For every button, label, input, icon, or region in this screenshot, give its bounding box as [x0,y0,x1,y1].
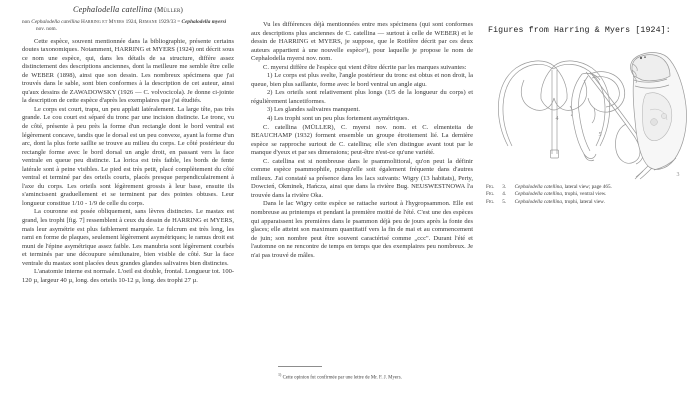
caption-5-desc: , trophi, lateral view. [562,198,605,205]
left-text-column [22,0,234,285]
figure-caption-5 [486,199,698,206]
footnote [278,372,474,382]
caption-5-number: 5. [502,198,507,205]
figure-3-habitus-lateral [631,53,687,179]
middle-numbered-item-4: 4) Les trophi sont un peu plus fortement asymétriques. [267,115,410,123]
middle-numbered-item-2: 2) Les orteils sont relativement plus longs (1/5 de la longueur du corps) et régulièrement lancetiformes. [251,89,473,105]
left-paragraph-2: Le corps est court, trapu, un peu applati latéralement. La large tête, pas très grande. Le cou court est séparé du tronc par une incision distincte. Le tronc, vu de côté, présente à peu près la forme d'un rectangle dont le bord ventral est légèrement concave, tandis que le dorsal est un peu convexe, ayant la forme d'un arc, dont la plus forte saillie se trouve au milieu du corps. Le côté postérieur du rectangle forme avec le bord dorsal un angle droit, en passant vers la face ventrale en queue peu distincte. La lorica est très faible, les bords de fente latérale sont à peine visibles. Le pied est très petit, placé complètement du côté ventral et terminé par des orteils courts, placés presque perpendiculairement à l'axe du corps. Les orteils sont légèrement grossis à leur base, ensuite ils s'amincissent graduellement et se terminent par des pointes obtuses. Leur longueur constitue 1/10 - 1/9 de celle du corps. [22,105,234,207]
left-paragraph-3: La couronne est posée obliquement, sans lèvres distinctes. Le mastax est grand, les trophi [fig. 7] ressemblent à ceux du dessin de HARRING et MYERS, mais leur asymétrie est plus faiblement marquée. Le fulcrum est très long, les rami en forme de plaques, seulement légèrement asymétriques; le ramus droit est muni de l'épine asymétrique assez faible. Les manubria sont légèrement courbés et terminés par une découpure sémilunaire, bien visible de côté. Sur la face ventrale du mastax sont placées deux grandes glandes salivaires bien distinctes. [22,208,234,267]
rotifer-illustrations-svg [478,50,700,180]
footnote-marker: 1) [278,372,282,377]
figure-plate [478,50,700,180]
middle-paragraph-3: C. catellina (MÜLLER), C. myersi nov. nom. et C. elmenteita de BEAUCHAMP (1932) forment ensemble un groupe étroitement lié. La dernière espèce se rapproche surtout de C. catellina; elle s'en distingue avant tout par le manque d'yeux et par ses dimensions; peut-être n'est-ce qu'une variété. [251,123,473,157]
middle-text-column [251,0,473,260]
synonymy-remane-year: 1929/33 [158,18,176,25]
footnote-rule [278,366,322,367]
synonymy-new-name: Cephalodella myersi [181,18,227,25]
caption-3-fig-label: Fig. [486,184,495,190]
caption-5-species: Cephalodella catellina [514,198,562,205]
figure-captions [486,184,698,206]
middle-paragraph-5: Dans le lac Wigry cette espèce se rattache surtout à l'hygropsammon. Elle est nombreuse au printemps et pendant la première moitié de l'été. C'est une des espèces qui apparaissent les premières dans le psammon déjà peu de jours après la fonte des glaces; elle atteint son maximum quantitatif vers la fin de mai et au commencement de juin; son nombre peut être souvent caractérisé comme „ccc". Durant l'été et l'automne on ne rencontre de temps en temps que des exemplaires peu nombreux. Je n'ai pas trouvé de mâles. [251,200,473,259]
caption-3-desc: , lateral view; page 465. [562,184,612,190]
caption-4-species: Cephalodella catellina [514,191,562,198]
footnote-text: Cette opinion fut confirmée par une lettre de Mr. F. J. Myers. [282,375,402,381]
figure-caption-4 [486,191,698,198]
figure-3-label: 3 [676,172,680,178]
synonymy-remane: Remane [138,18,158,25]
middle-paragraph-2: C. myersi diffère de l'espèce qui vient d'être décrite par les marques suivantes: [263,63,467,71]
caption-3-number: 3. [502,184,507,190]
caption-4-number: 4. [502,191,507,198]
caption-3-species: Cephalodella catellina [514,184,562,190]
caption-4-fig-label: Fig. [486,191,495,198]
synonymy-tail: nov. nom. [36,25,57,32]
middle-numbered-item-1: 1) Le corps est plus svelte, l'angle postérieur du tronc est obtus et non droit, la queue, bien plus saillante, forme avec le bord ventral un angle aigu. [251,72,473,88]
caption-5-fig-label: Fig. [486,198,495,205]
figure-5-label: 5 [598,132,602,138]
middle-paragraph-1: Vu les différences déjà mentionnées entre mes spécimens (qui sont conformes aux descriptions plus anciennes de C. catellina — surtout à celle de WEBER) et le dessin de HARRING et MYERS, je suppose, que le Rotifère décrit par ces deux auteurs appartient à une nouvelle espèce¹), pour laquelle je propose le nom de Cephalodella myersi nov. nom. [251,21,473,63]
left-paragraph-1: Cette espèce, souvent mentionnée dans la bibliographie, présente certains doutes taxonomiques. Notamment, HARRING et MYERS (1924) ont décrit sous ce nom une espèce, qui, dans les détails de sa structure, diffère assez distinctement des descriptions anciennes, dont la meilleure me semble être celle de WEBER (1898), ainsi que son dessin. Les nombreux spécimens que j'ai trouvés dans le sable, sont bien conformes à la description de cet auteur, ainsi qu'aux dessins de ZAWADOWSKY (1926 — C. volvocicola). Je donne ci-jointe la description de cette espèce d'après les exemplaires que j'ai étudiés. [22,37,234,105]
figure-panel [474,0,700,409]
middle-paragraph-4: C. catellina est si nombreuse dans le psammolittoral, qu'on peut la définir comme espèce psammophile, puisqu'elle soit également fréquente dans d'autres milieux. J'ai constaté sa présence dans les lacs suivants: Wigry (13 habitats), Perty, Dowcień, Okminek, Hańcza, ainsi que dans la rivière Bug. NEUSWESTNOWA l'a trouvée dans la rivière Oka. [251,157,473,199]
synonymy-year: 1924, [125,18,138,25]
synonymy-species: Cephalodella catellina [31,18,80,25]
species-name: Cephalodella catellina [72,5,153,14]
figure-caption-3 [486,184,698,191]
middle-numbered-item-3: 3) Les glandes salivaires manquent. [267,106,360,114]
left-paragraph-4: L'anatomie interne est normale. L'oeil est double, frontal. Longueur tot. 100-120 µ, largeur 40 µ, long. des orteils 10-12 µ, long. des trophi 27 µ. [22,268,234,284]
synonymy-equals: = [177,18,181,25]
figure-panel-heading: Figures from Harring & Myers [1924]: [488,26,671,35]
synonymy-authors: Harring et Myers [81,18,125,25]
figure-5-trophi-lateral [571,72,643,164]
synonymy-block: non Cephalodella catellina Harring et Myers 1924, Remane 1929/33 = Cephalodella myersi nov. nom. [22,19,234,33]
caption-4-desc: , trophi, ventral view. [562,191,607,198]
species-authority: (Müller) [154,6,184,14]
species-heading [22,6,234,15]
figure-4-label: 4 [555,116,559,122]
